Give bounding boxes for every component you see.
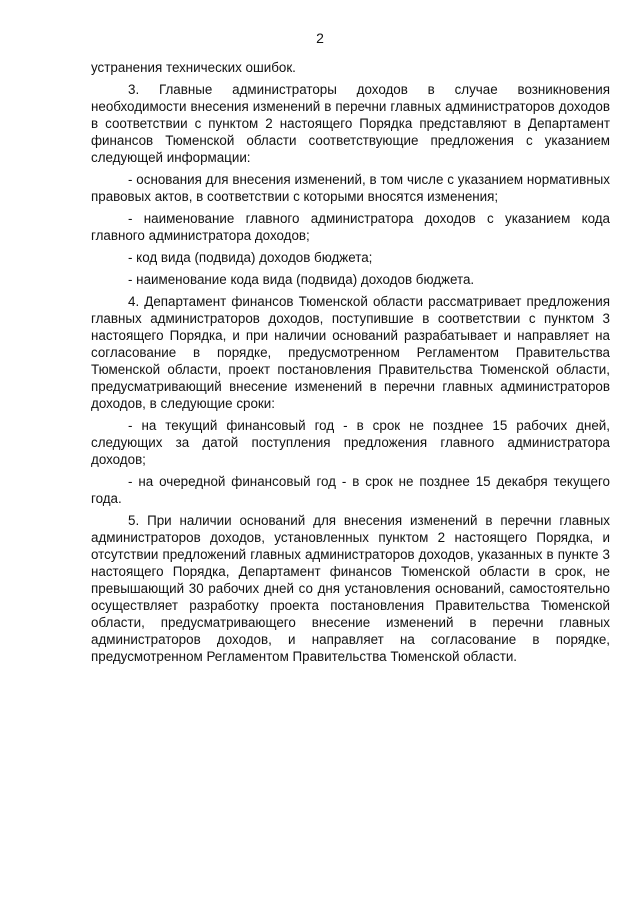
paragraph-item-4: 4. Департамент финансов Тюменской области рассматривает предложения главных администраторов доходов, поступившие в соответствии с пунктом 3 настоящего Порядка, и при наличии оснований разрабатывает и направляет на согласование в порядке, предусмотренном Регламентом Правительства Тюменской области, проект постановления Правительства Тюменской области, предусматривающий внесение изменений в перечни главных администраторов доходов, в следующие сроки: xyxy=(91,294,610,411)
list-item-next-year: - на очередной финансовый год - в срок не позднее 15 декабря текущего года. xyxy=(91,474,610,506)
page-number: 2 xyxy=(316,30,324,46)
paragraph-item-5: 5. При наличии оснований для внесения изменений в перечни главных администраторов доходов, установленных пунктом 2 настоящего Порядка, и отсутствии предложений главных администраторов доходов, указанных в пункте 3 настоящего Порядка, Департамент финансов Тюменской области в срок, не превышающий 30 рабочих дней со дня установления оснований, самостоятельно осуществляет разработку проекта постановления Правительства Тюменской области, предусматривающего внесение изменений в перечни главных администраторов доходов, и направляет на согласование в порядке, предусмотренном Регламентом Правительства Тюменской области. xyxy=(91,513,610,664)
list-item-current-year: - на текущий финансовый год - в срок не позднее 15 рабочих дней, следующих за датой поступления предложения главного администратора доходов; xyxy=(91,418,610,467)
list-item-income-code-name: - наименование кода вида (подвида) доходов бюджета. xyxy=(128,272,475,287)
list-item-administrator-name: - наименование главного администратора доходов с указанием кода главного администратора доходов; xyxy=(91,211,610,243)
paragraph-item-3: 3. Главные администраторы доходов в случае возникновения необходимости внесения изменений в перечни главных администраторов доходов в соответствии с пунктом 2 настоящего Порядка представляют в Департамент финансов Тюменской области соответствующие предложения с указанием следующей информации: xyxy=(91,82,610,165)
document-body xyxy=(91,59,610,670)
paragraph-continuation: устранения технических ошибок. xyxy=(91,60,296,75)
list-item-basis: - основания для внесения изменений, в том числе с указанием нормативных правовых актов, в соответствии с которыми вносятся изменения; xyxy=(91,172,610,204)
list-item-income-code: - код вида (подвида) доходов бюджета; xyxy=(128,250,373,265)
